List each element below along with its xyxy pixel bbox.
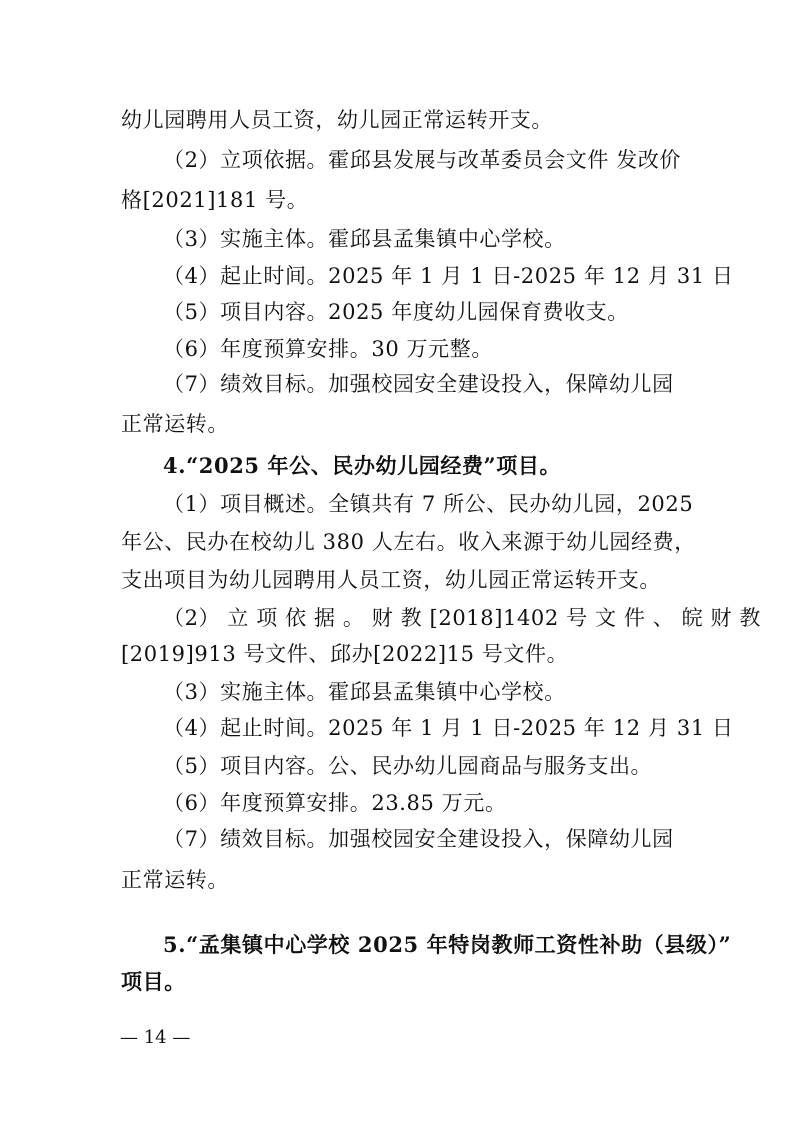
body-line: （7）绩效目标。加强校园安全建设投入，保障幼儿园 bbox=[163, 372, 674, 396]
body-line: 正常运转。 bbox=[121, 412, 229, 436]
body-line: （7）绩效目标。加强校园安全建设投入，保障幼儿园 bbox=[163, 827, 674, 851]
body-line: （4）起止时间。2025 年 1 月 1 日-2025 年 12 月 31 日 bbox=[163, 716, 734, 740]
body-line: （5）项目内容。2025 年度幼儿园保育费收支。 bbox=[163, 300, 629, 324]
section-heading: 5.“孟集镇中心学校 2025 年特岗教师工资性补助（县级）” bbox=[163, 932, 732, 957]
body-line: 支出项目为幼儿园聘用人员工资，幼儿园正常运转开支。 bbox=[121, 568, 661, 592]
body-line: （5）项目内容。公、民办幼儿园商品与服务支出。 bbox=[163, 754, 653, 778]
section-heading: 4.“2025 年公、民办幼儿园经费”项目。 bbox=[163, 453, 562, 478]
body-line: 正常运转。 bbox=[121, 868, 229, 892]
body-line: （6）年度预算安排。23.85 万元。 bbox=[163, 791, 507, 815]
body-line: （1）项目概述。全镇共有 7 所公、民办幼儿园，2025 bbox=[163, 492, 694, 516]
body-line: [2019]913 号文件、邱办[2022]15 号文件。 bbox=[121, 642, 569, 666]
page-number: — 14 — bbox=[120, 1027, 191, 1048]
body-line: 年公、民办在校幼儿 380 人左右。收入来源于幼儿园经费， bbox=[121, 530, 696, 554]
body-line: 格[2021]181 号。 bbox=[121, 188, 309, 212]
body-line: （3）实施主体。霍邱县孟集镇中心学校。 bbox=[163, 680, 566, 704]
body-line: （3）实施主体。霍邱县孟集镇中心学校。 bbox=[163, 227, 566, 251]
body-line: （2）立项依据。霍邱县发展与改革委员会文件 发改价 bbox=[163, 148, 682, 172]
body-line: （4）起止时间。2025 年 1 月 1 日-2025 年 12 月 31 日 bbox=[163, 264, 734, 288]
body-line: （6）年度预算安排。30 万元整。 bbox=[163, 337, 493, 361]
section-heading-continued: 项目。 bbox=[121, 969, 186, 994]
body-line: （2） 立 项 依 据 。 财 教 [2018]1402 号 文 件 、 皖 财 教 bbox=[163, 606, 761, 630]
body-line: 幼儿园聘用人员工资，幼儿园正常运转开支。 bbox=[121, 108, 553, 132]
